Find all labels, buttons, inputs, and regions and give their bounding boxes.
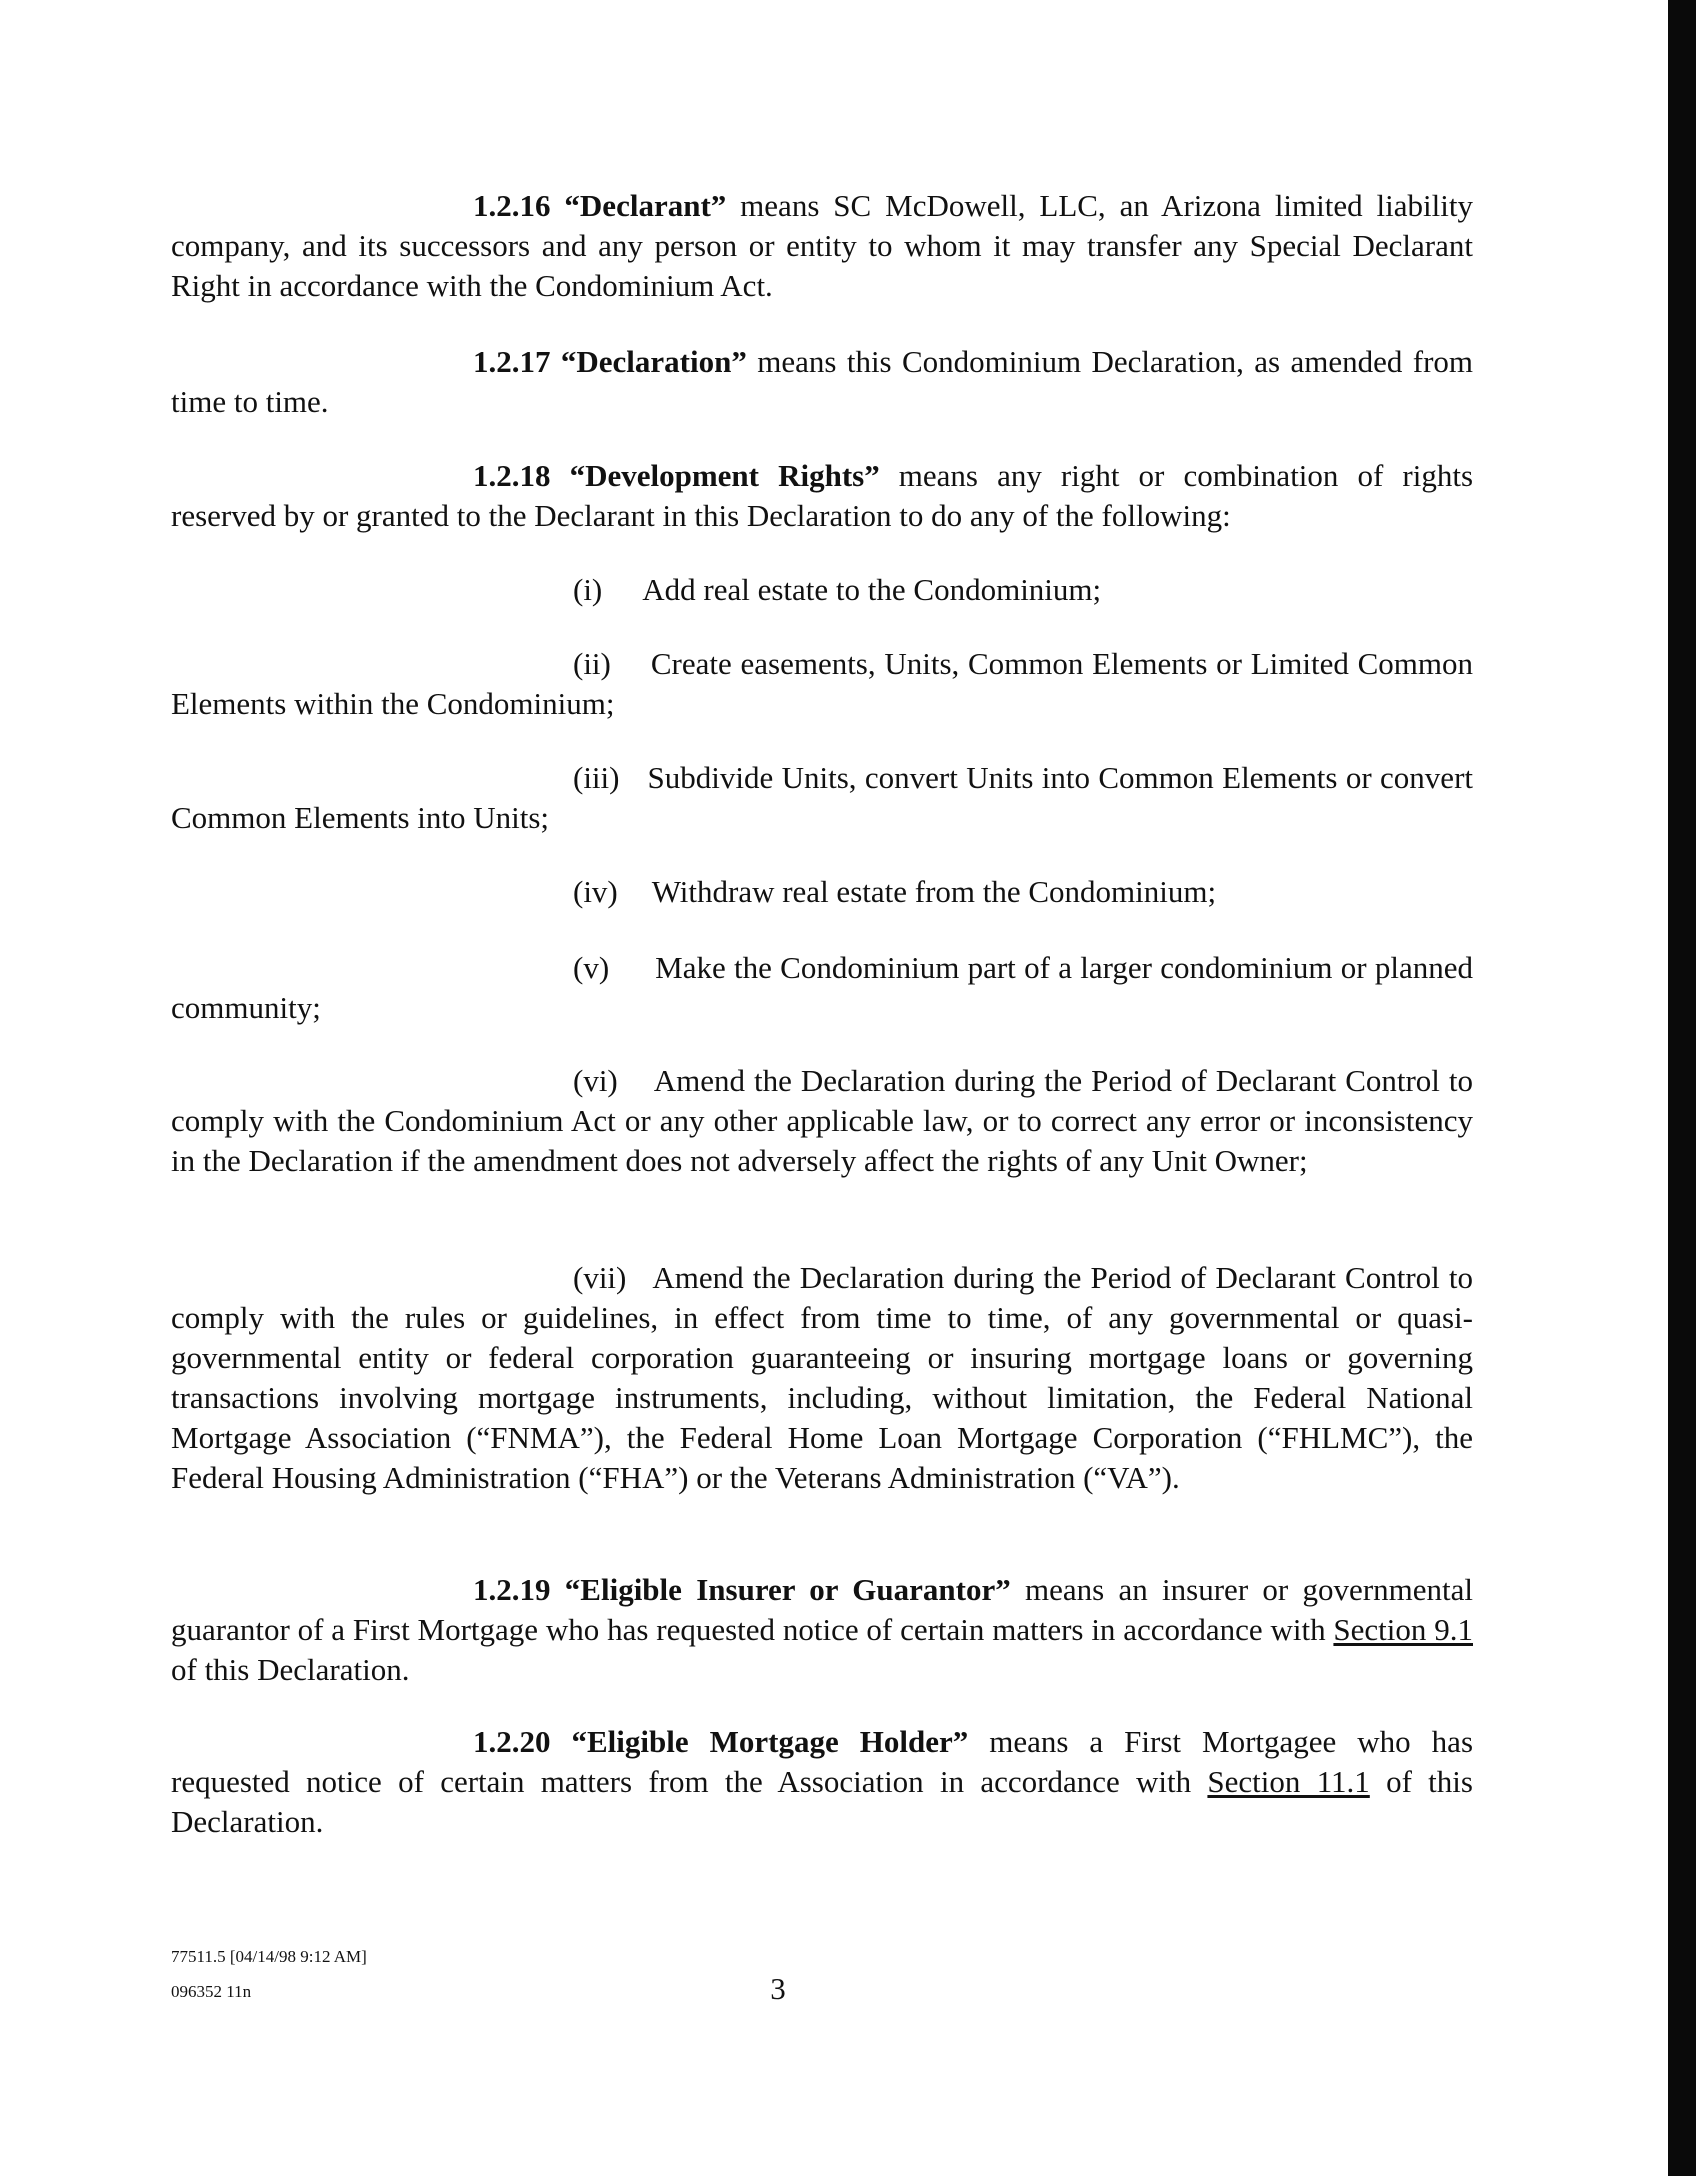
item-text: Subdivide Units, convert Units into Common Elements or convert Common Elements into Units; <box>171 760 1473 835</box>
list-item-v <box>171 948 1473 1028</box>
item-label: (ii) <box>573 646 611 681</box>
page-number: 3 <box>770 1971 786 2006</box>
definition-text: means any right or combination of rights reserved by or granted to the Declarant in this Declaration to do any of the following: <box>171 458 1474 533</box>
definition-text: means this Condominium Declaration, as amended from time to time. <box>171 344 1474 419</box>
list-item-iv <box>171 872 1473 912</box>
defined-term: “Declarant” <box>564 188 727 223</box>
defined-term: “Eligible Mortgage Holder” <box>571 1724 969 1759</box>
defined-term: “Declaration” <box>560 344 747 379</box>
paragraph-1-2-19 <box>171 1570 1473 1690</box>
section-number: 1.2.19 <box>473 1572 551 1607</box>
item-text: Create easements, Units, Common Elements or Limited Common Elements within the Condominium; <box>171 646 1473 721</box>
definition-text: means an insurer or governmental guarantor of a First Mortgage who has requested notice of certain matters in accordance with <box>171 1572 1473 1647</box>
item-text: Add real estate to the Condominium; <box>642 572 1102 607</box>
list-item-iii <box>171 758 1473 838</box>
defined-term: “Eligible Insurer or Guarantor” <box>564 1572 1011 1607</box>
list-item-i <box>171 570 1473 610</box>
scan-edge-bar <box>1668 0 1696 2176</box>
definition-text: means SC McDowell, LLC, an Arizona limited liability company, and its successors and any person or entity to whom it may transfer any Special Declarant Right in accordance with the Condominium Act. <box>171 188 1473 303</box>
item-text: Make the Condominium part of a larger condominium or planned community; <box>171 950 1473 1025</box>
definition-text: means a First Mortgagee who has requested notice of certain matters from the Association in accordance with <box>171 1724 1474 1799</box>
item-text: Withdraw real estate from the Condominium; <box>651 874 1217 909</box>
definition-text-end: of this Declaration. <box>171 1764 1473 1839</box>
item-text: Amend the Declaration during the Period of Declarant Control to comply with the Condominium Act or any other applicable law, or to correct any error or inconsistency in the Declaration if the amendment does not adversely affect the rights of any Unit Owner; <box>171 1063 1473 1178</box>
list-item-vi <box>171 1061 1473 1181</box>
list-item-vii <box>171 1258 1473 1498</box>
section-number: 1.2.18 <box>473 458 551 493</box>
paragraph-1-2-17 <box>171 342 1473 422</box>
item-label: (vii) <box>573 1260 627 1295</box>
section-number: 1.2.16 <box>473 188 551 223</box>
item-label: (vi) <box>573 1063 618 1098</box>
paragraph-1-2-20 <box>171 1722 1473 1842</box>
paragraph-1-2-16 <box>171 186 1473 306</box>
footer-doc-id: 77511.5 [04/14/98 9:12 AM] <box>171 1947 367 1966</box>
section-reference-link[interactable]: Section 9.1 <box>1333 1612 1473 1647</box>
item-label: (iv) <box>573 874 618 909</box>
list-item-ii <box>171 644 1473 724</box>
item-label: (v) <box>573 950 610 985</box>
defined-term: “Development Rights” <box>569 458 880 493</box>
item-text: Amend the Declaration during the Period of Declarant Control to comply with the rules or guidelines, in effect from time to time, of any governmental or quasi-governmental entity or federal corporation guaranteeing or insuring mortgage loans or governing transactions involving mortgage instruments, including, without limitation, the Federal National Mortgage Association (“FNMA”), the Federal Home Loan Mortgage Corporation (“FHLMC”), the Federal Housing Administration (“FHA”) or the Veterans Administration (“VA”). <box>171 1260 1473 1495</box>
item-label: (iii) <box>573 760 620 795</box>
paragraph-1-2-18 <box>171 456 1473 536</box>
section-number: 1.2.17 <box>473 344 551 379</box>
section-reference-link[interactable]: Section 11.1 <box>1207 1764 1370 1799</box>
section-number: 1.2.20 <box>473 1724 551 1759</box>
definition-text-end: of this Declaration. <box>171 1652 410 1687</box>
item-label: (i) <box>573 572 603 607</box>
footer-file-code: 096352 11n <box>171 1982 252 2001</box>
